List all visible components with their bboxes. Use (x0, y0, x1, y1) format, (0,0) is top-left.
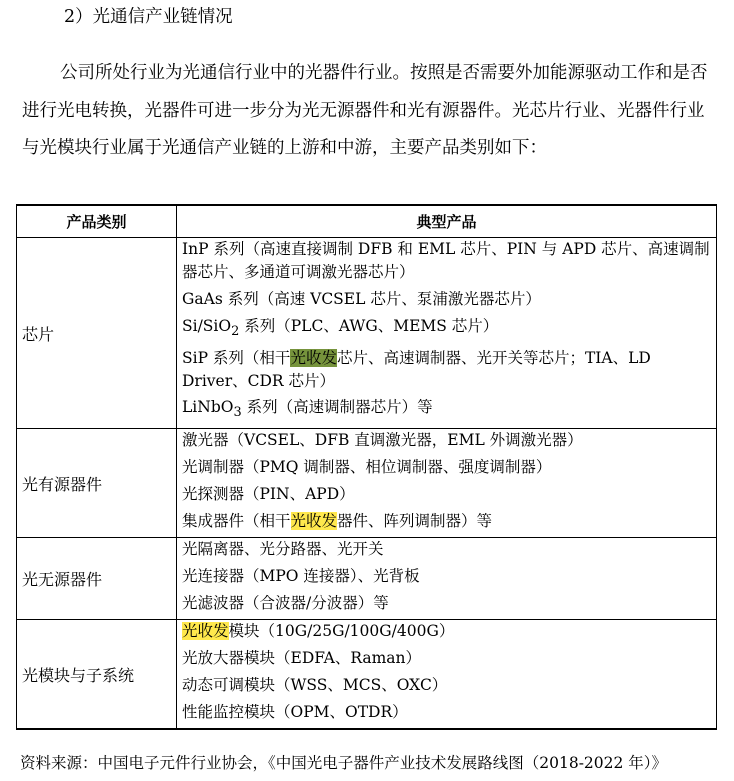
product-item: 激光器（VCSEL、DFB 直调激光器，EML 外调激光器） (182, 431, 583, 450)
product-item: 光收发模块（10G/25G/100G/400G） (182, 622, 455, 641)
category-cell: 芯片 (17, 238, 177, 429)
table-header-row (17, 205, 717, 238)
table-row-modules (17, 620, 717, 730)
product-item: GaAs 系列（高速 VCSEL 芯片、泵浦激光器芯片） (182, 289, 541, 308)
section-heading: 2）光通信产业链情况 (64, 7, 233, 27)
highlight-green: 光收发 (290, 348, 337, 367)
products-cell (177, 538, 717, 620)
table-row-active-devices (17, 429, 717, 538)
highlight-yellow: 光收发 (290, 512, 338, 531)
product-item: InP 系列（高速直接调制 DFB 和 EML 芯片、PIN 与 APD 芯片、高速调制器芯片、多通道可调激光器芯片） (182, 240, 710, 281)
products-cell (177, 620, 717, 730)
product-item: 光放大器模块（EDFA、Raman） (182, 649, 422, 668)
category-cell: 光模块与子系统 (17, 620, 177, 730)
table-row-passive-devices (17, 538, 717, 620)
product-item: Si/SiO$_2$ 系列（PLC、AWG、MEMS 芯片） (182, 316, 499, 339)
product-category-table (16, 204, 717, 730)
header-category: 产品类别 (17, 205, 177, 238)
intro-paragraph (22, 55, 714, 168)
category-cell: 光无源器件 (17, 538, 177, 620)
product-item: SiP 系列（相干光收发芯片、高速调制器、光开关等芯片；TIA、LD Driver、CDR 芯片） (182, 348, 651, 390)
products-cell (177, 238, 717, 429)
highlight-yellow: 光收发 (182, 622, 229, 641)
table-row-chips (17, 238, 717, 429)
product-item: 动态可调模块（WSS、MCS、OXC） (182, 676, 448, 695)
intro-paragraph-text: 公司所处行业为光通信行业中的光器件行业。按照是否需要外加能源驱动工作和是否进行光电转换，光器件可进一步分为光无源器件和光有源器件。光芯片行业、光器件行业与光模块行业属于光通信产业链的上游和中游，主要产品类别如下： (22, 63, 708, 158)
source-note: 资料来源：中国电子元件行业协会，《中国光电子器件产业技术发展路线图（2018-2022 年）》 (20, 754, 668, 772)
product-item: 光连接器（MPO 连接器）、光背板 (182, 567, 420, 586)
product-item: LiNbO$_3$ 系列（高速调制器芯片）等 (182, 398, 433, 421)
product-item: 光调制器（PMQ 调制器、相位调制器、强度调制器） (182, 458, 552, 477)
products-cell (177, 429, 717, 538)
product-item: 光隔离器、光分路器、光开关 (182, 540, 384, 559)
product-item: 光探测器（PIN、APD） (182, 485, 355, 504)
product-item: 集成器件（相干光收发器件、阵列调制器）等 (182, 512, 493, 531)
product-item: 光滤波器（合波器/分波器）等 (182, 594, 389, 613)
category-cell: 光有源器件 (17, 429, 177, 538)
header-products: 典型产品 (177, 205, 717, 238)
product-item: 性能监控模块（OPM、OTDR） (182, 703, 408, 722)
